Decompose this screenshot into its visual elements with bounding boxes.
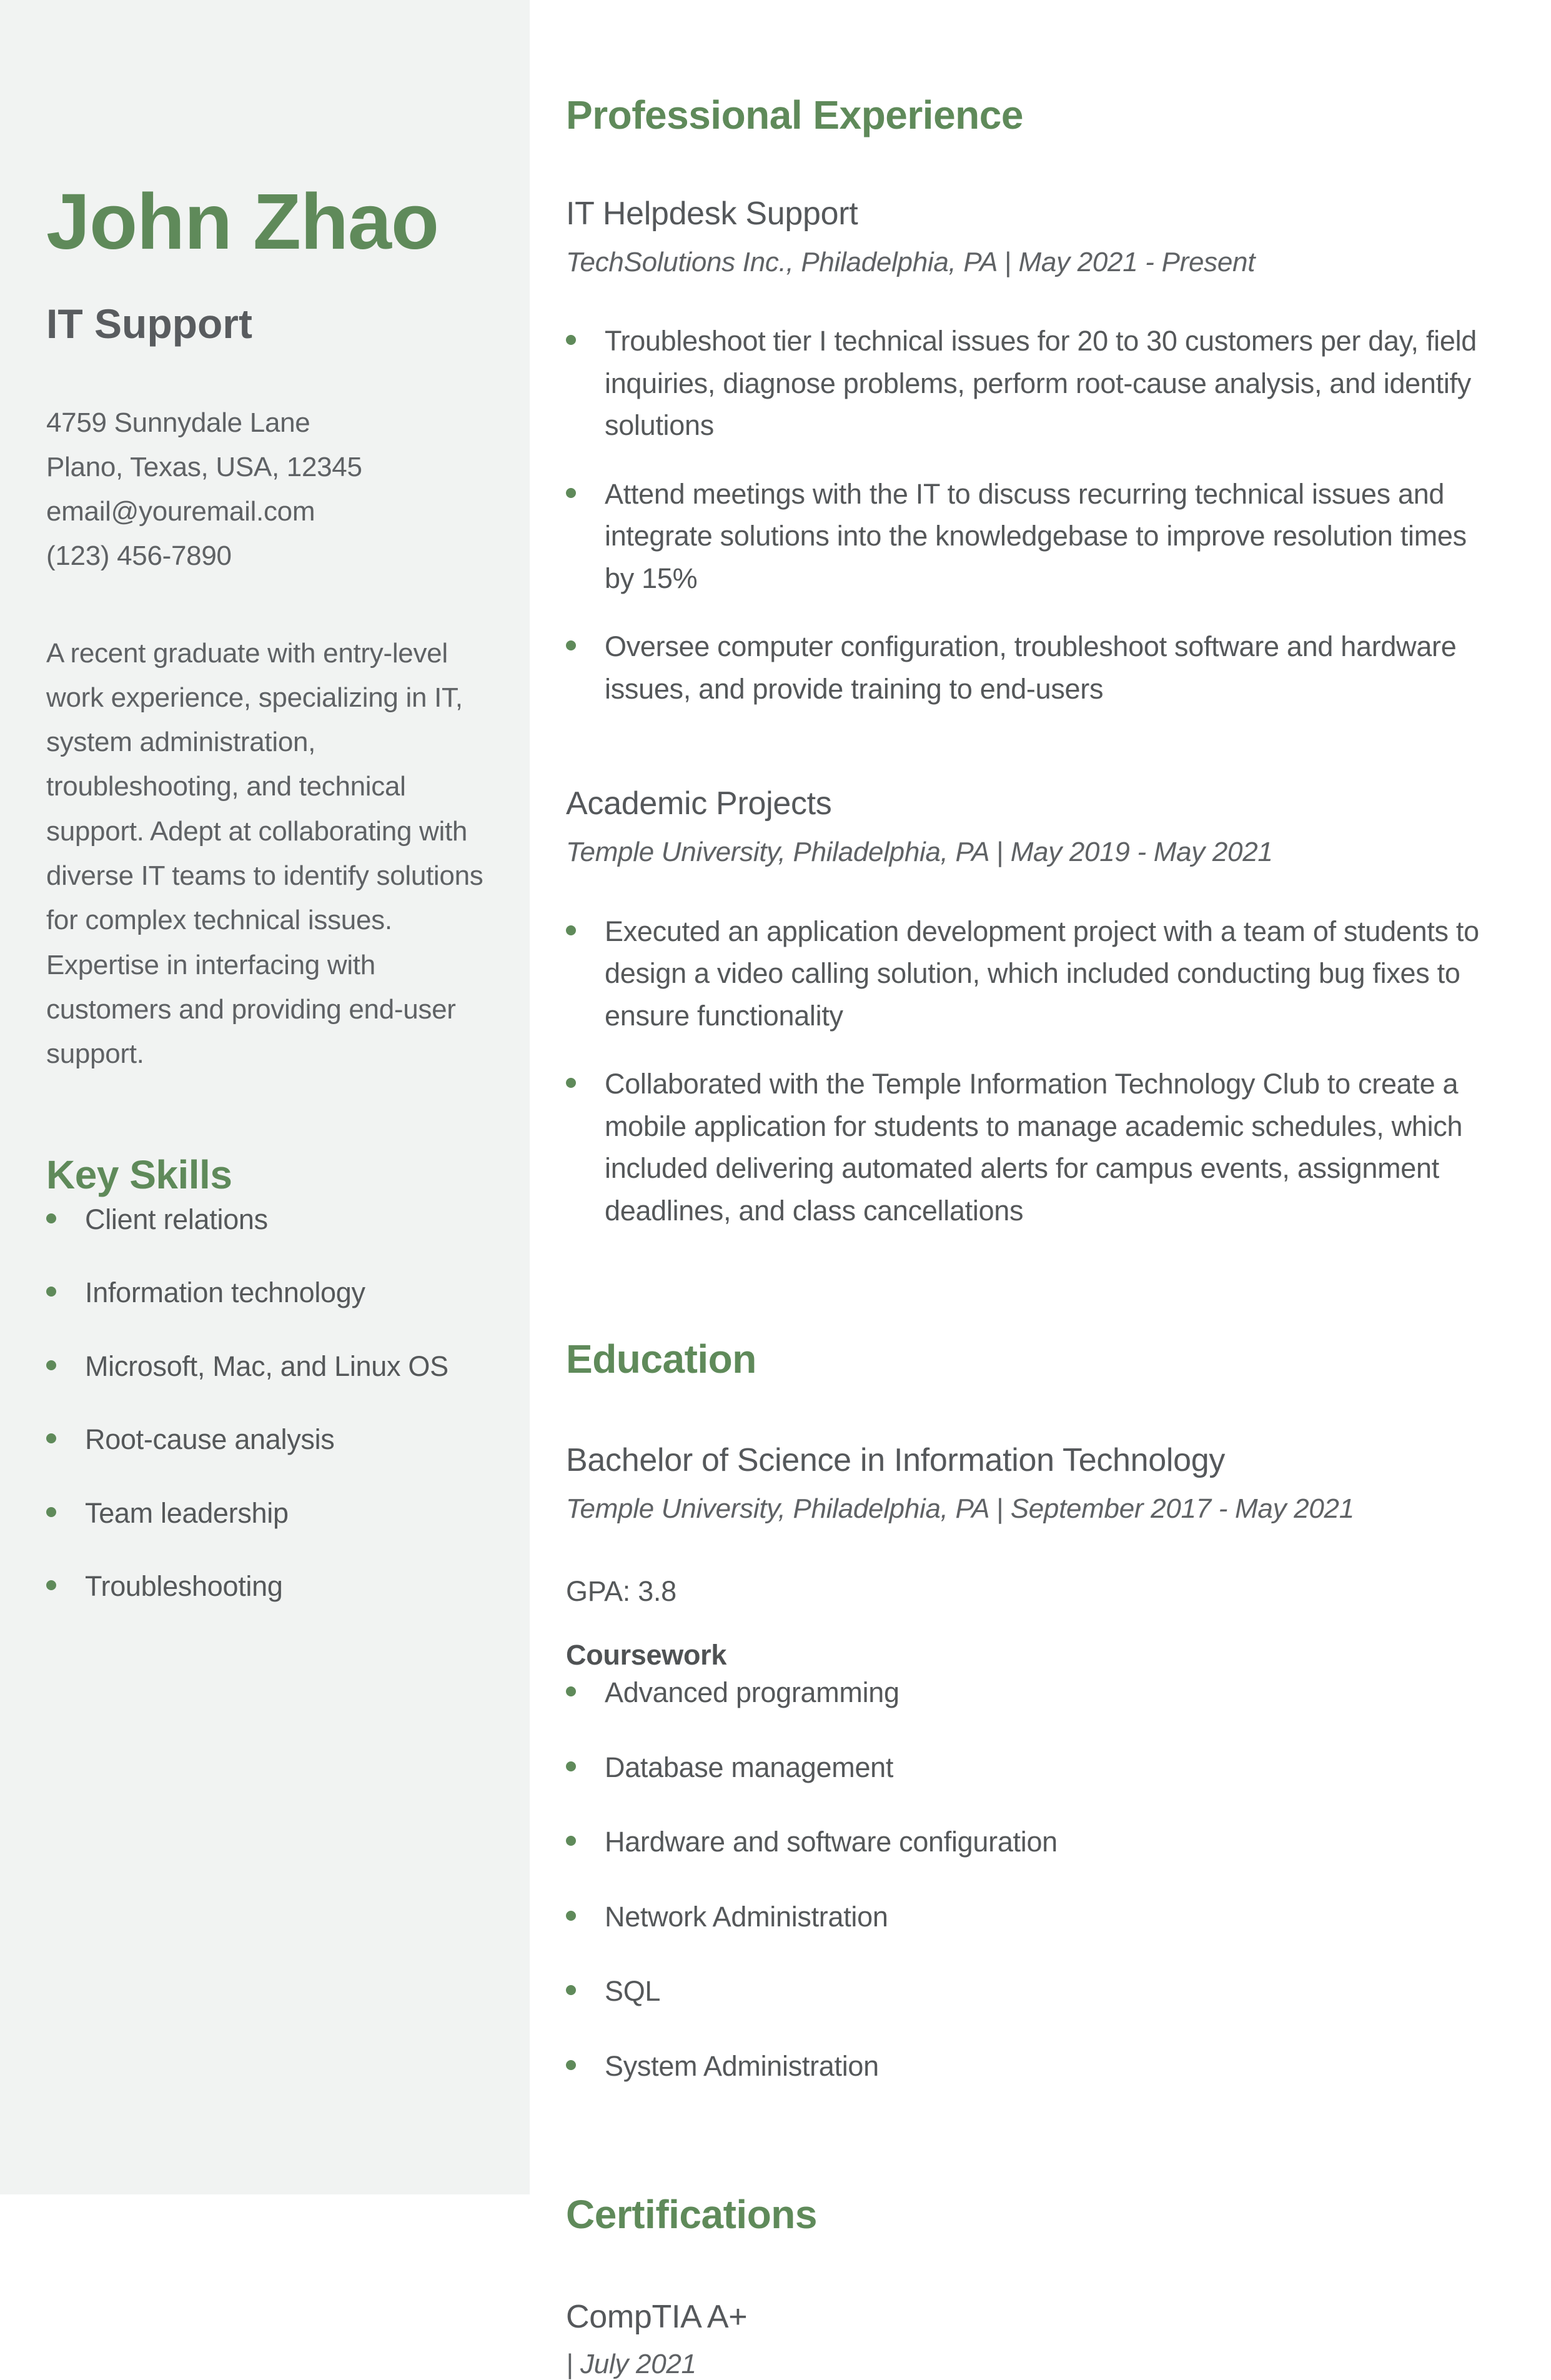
experience-title: Academic Projects	[566, 785, 832, 822]
list-item	[46, 1345, 486, 1388]
key-skills-heading: Key Skills	[46, 1152, 232, 1198]
experience-bullet-list	[566, 320, 1489, 710]
bullet-icon	[566, 925, 576, 935]
experience-subtitle: Temple University, Philadelphia, PA | May 2019 - May 2021	[566, 837, 1273, 868]
course-label: Network Administration	[605, 1900, 888, 1933]
certification-date: | July 2021	[566, 2349, 696, 2380]
experience-entry	[566, 784, 1489, 1232]
education-subtitle: Temple University, Philadelphia, PA | September 2017 - May 2021	[566, 1493, 1354, 1524]
experience-entry	[566, 194, 1489, 710]
skill-label: Client relations	[85, 1203, 268, 1235]
bullet-icon	[46, 1433, 56, 1443]
bullet-icon	[46, 1287, 56, 1297]
certification-name: CompTIA A+	[566, 2299, 748, 2336]
list-item	[566, 1821, 1489, 1863]
list-item	[46, 1492, 486, 1535]
address-line-1: 4759 Sunnydale Lane	[46, 407, 310, 438]
bullet-icon	[566, 335, 576, 345]
list-item	[566, 1671, 1489, 1714]
bullet-icon	[566, 1836, 576, 1846]
phone-number: (123) 456-7890	[46, 540, 232, 572]
job-title: IT Support	[46, 301, 252, 347]
bullet-icon	[566, 488, 576, 498]
list-item	[46, 1272, 486, 1314]
bullet-icon	[566, 1078, 576, 1088]
bullet-text: Attend meetings with the IT to discuss recurring technical issues and integrate solutions into the knowledgebase to improve resolution times by 15%	[605, 477, 1467, 594]
list-item	[566, 1970, 1489, 2013]
bullet-icon	[46, 1213, 56, 1223]
bullet-icon	[46, 1360, 56, 1370]
bullet-icon	[46, 1580, 56, 1590]
list-item	[46, 1565, 486, 1608]
bullet-icon	[566, 640, 576, 650]
bullet-icon	[566, 1761, 576, 1771]
skill-label: Troubleshooting	[85, 1570, 283, 1603]
gpa-line: GPA: 3.8	[566, 1575, 676, 1608]
coursework-list	[566, 1671, 1489, 2087]
bullet-icon	[566, 1911, 576, 1921]
list-item	[566, 910, 1489, 1037]
list-item	[566, 473, 1489, 600]
experience-subtitle: TechSolutions Inc., Philadelphia, PA | May 2021 - Present	[566, 246, 1256, 277]
bullet-icon	[566, 1686, 576, 1696]
education-entry	[566, 1440, 1489, 2088]
contact-block	[46, 401, 486, 579]
skill-label: Team leadership	[85, 1496, 289, 1529]
skill-label: Microsoft, Mac, and Linux OS	[85, 1350, 448, 1382]
skill-label: Information technology	[85, 1277, 365, 1309]
certifications-heading: Certifications	[566, 2192, 817, 2238]
list-item	[566, 625, 1489, 710]
bullet-text: Collaborated with the Temple Information Technology Club to create a mobile application for students to manage academic schedules, which included delivering automated alerts for campus events, assignment deadlines, and class cancellations	[605, 1068, 1463, 1227]
bullet-text: Executed an application development project with a team of students to design a video calling solution, which included conducting bug fixes to ensure functionality	[605, 915, 1479, 1032]
course-label: SQL	[605, 1975, 661, 2008]
list-item	[566, 1063, 1489, 1232]
summary-paragraph: A recent graduate with entry-level work experience, specializing in IT, system administration, troubleshooting, and technical support. Adept at collaborating with diverse IT teams to identify solutions for complex technical issues. Expertise in interfacing with customers and providing end-user support.	[46, 637, 483, 1070]
bullet-text: Oversee computer configuration, troubleshoot software and hardware issues, and provide training to end-users	[605, 630, 1457, 705]
course-label: System Administration	[605, 2049, 879, 2082]
address-line-2: Plano, Texas, USA, 12345	[46, 451, 362, 482]
course-label: Advanced programming	[605, 1676, 899, 1709]
bullet-icon	[566, 1985, 576, 1995]
list-item	[46, 1418, 486, 1461]
list-item	[46, 1198, 486, 1241]
key-skills-list	[46, 1198, 486, 1608]
list-item	[566, 1746, 1489, 1789]
bullet-text: Troubleshoot tier I technical issues for 20 to 30 customers per day, field inquiries, diagnose problems, perform root-cause analysis, and identify solutions	[605, 325, 1477, 442]
list-item	[566, 2045, 1489, 2088]
list-item	[566, 1896, 1489, 1938]
experience-bullet-list	[566, 910, 1489, 1232]
certification-entry	[566, 2297, 1489, 2380]
course-label: Database management	[605, 1751, 894, 1783]
experience-heading: Professional Experience	[566, 92, 1023, 137]
education-heading: Education	[566, 1337, 756, 1382]
experience-title: IT Helpdesk Support	[566, 195, 858, 232]
bullet-icon	[46, 1507, 56, 1517]
main-column	[530, 0, 1551, 2380]
bullet-icon	[566, 2060, 576, 2070]
course-label: Hardware and software configuration	[605, 1826, 1058, 1858]
sidebar	[0, 0, 530, 2194]
email-address: email@youremail.com	[46, 496, 315, 527]
coursework-label: Coursework	[566, 1639, 727, 1671]
list-item	[566, 320, 1489, 447]
skill-label: Root-cause analysis	[85, 1423, 335, 1456]
person-name: John Zhao	[46, 177, 439, 266]
degree-title: Bachelor of Science in Information Technology	[566, 1441, 1226, 1478]
